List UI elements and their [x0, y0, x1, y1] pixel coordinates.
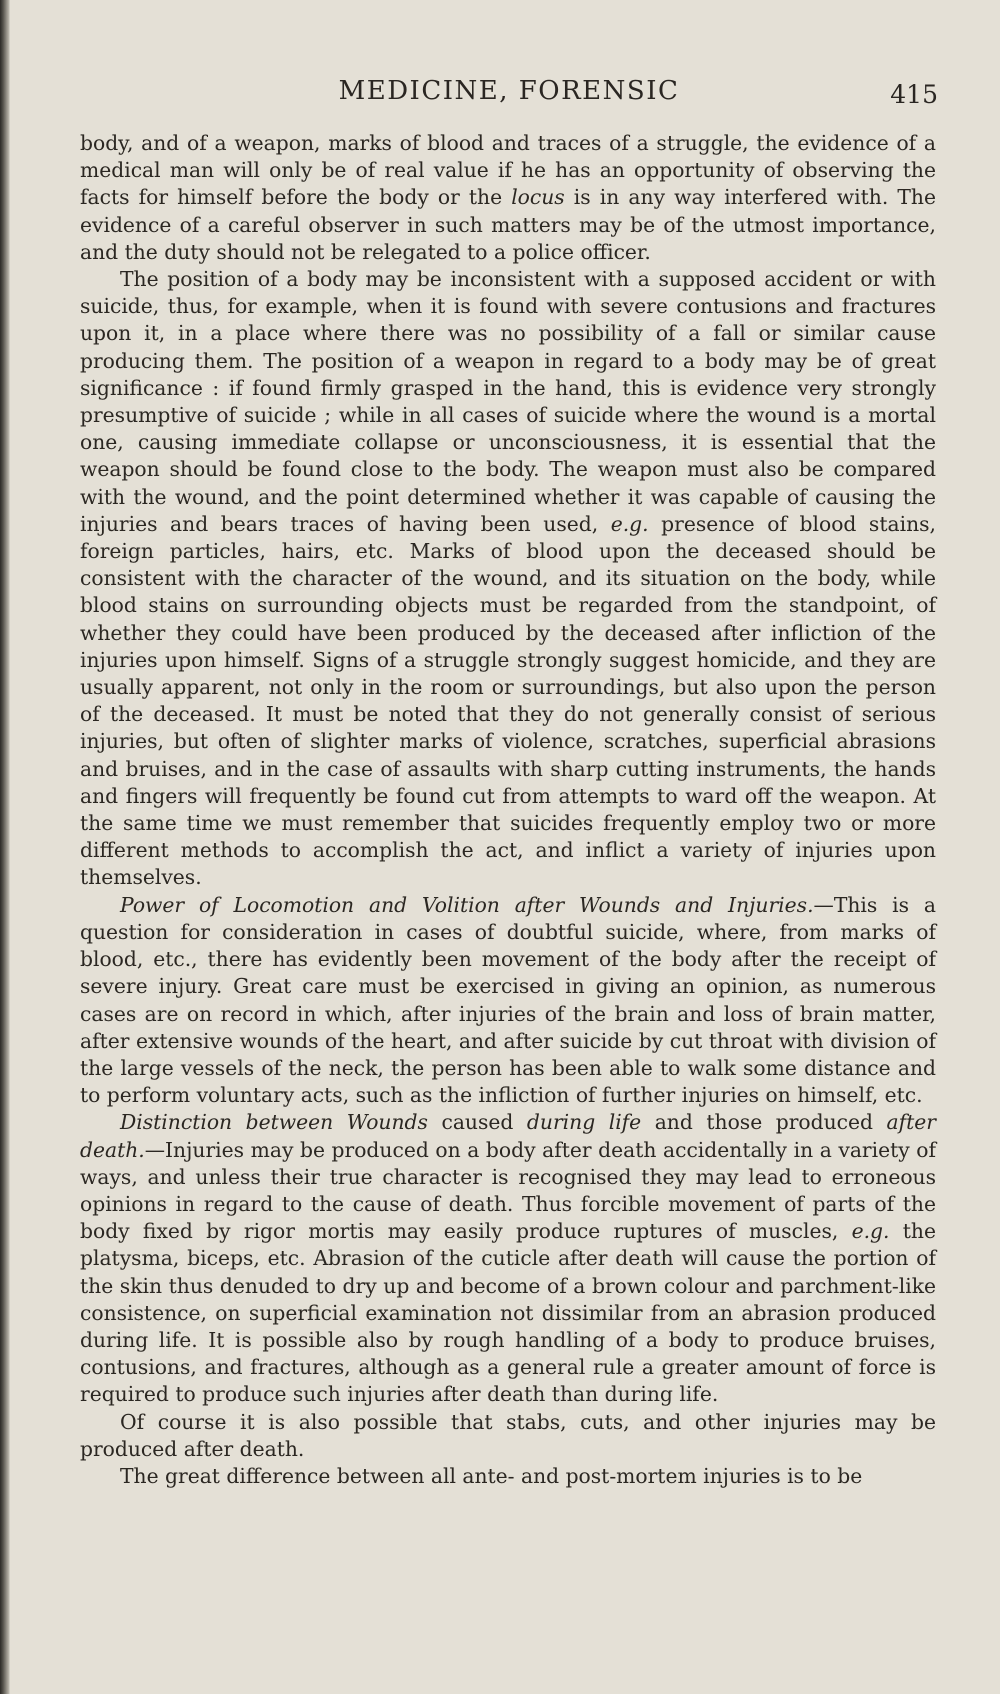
section-heading-distinction: Distinction between Wounds — [120, 1110, 428, 1135]
italic-abbrev: e.g. — [610, 511, 649, 536]
paragraph-difference — [80, 1463, 936, 1490]
text-run: The great difference between all ante- and post-mortem injuries is to be — [120, 1463, 863, 1488]
paragraph-body-position — [80, 266, 936, 892]
italic-abbrev: e.g. — [851, 1219, 890, 1244]
text-run: body, and of a weapon, marks of blood and traces of a struggle, the evidence of a medical man will only be of real value if he has an opportunity of observing the facts for himself before the body or the — [80, 131, 936, 210]
paragraph-post-mortem-stabs — [80, 1409, 936, 1463]
text-run: —Injuries may be produced on a body after death accidentally in a variety of ways, and unless their true character is recognised they may lead to erroneous opinions in regard to the cause of death. Thus forcible movement of parts of the body fixed by rigor mortis may easily produce ruptures of muscles, — [80, 1137, 936, 1244]
text-run: Of course it is also possible that stabs, cuts, and other injuries may be produced after death. — [80, 1409, 936, 1461]
paragraph-continuation — [80, 130, 936, 266]
paragraph-locomotion — [80, 892, 936, 1110]
text-run: The position of a body may be inconsistent with a supposed accident or with suicide, thus, for example, when it is found with severe contusions and fractures upon it, in a place where there was no possibility of a fall or similar cause producing them. The position of a weapon in regard to a body may be of great significance : if found firmly grasped in the hand, this is evidence very strongly presumptive of suicide ; while in all cases of suicide where the wound is a mortal one, causing immediate collapse or unconsciousness, it is essential that the weapon should be found close to the body. The weapon must also be compared with the wound, and the point determined whether it was capable of causing the injuries and bears traces of having been used, — [80, 267, 936, 536]
text-run: presence of blood stains, foreign particles, hairs, etc. Marks of blood upon the deceased should be consistent with the character of the wound, and its situation on the body, while blood stains on surrounding objects must be regarded from the standpoint, of whether they could have been produced by the deceased after infliction of the injuries upon himself. Signs of a struggle strongly suggest homicide, and they are usually apparent, not only in the room or surroundings, but also upon the person of the deceased. It must be noted that they do not generally consist of serious injuries, but often of slighter marks of violence, scratches, superficial abrasions and bruises, and in the case of assaults with sharp cutting instruments, the hands and fingers will frequently be found cut from attempts to ward off the weapon. At the same time we must remember that suicides frequently employ two or more different methods to accomplish the act, and inflict a variety of injuries upon themselves. — [80, 511, 936, 890]
text-run: the platysma, biceps, etc. Abrasion of the cuticle after death will cause the portion of the skin thus denuded to dry up and become of a brown colour and parchment-like consistence, on superficial examination not dissimilar from an abrasion produced during life. It is possible also by rough handling of a body to produce bruises, contusions, and fractures, although as a general rule a greater amount of force is required to produce such injuries after death than during life. — [80, 1219, 936, 1407]
binding-edge — [0, 0, 10, 1694]
italic-term: during life — [526, 1110, 642, 1135]
page-header — [80, 76, 938, 116]
section-heading-locomotion: Power of Locomotion and Volition after Wounds and Injuries. — [120, 892, 814, 917]
text-run: and those produced — [641, 1110, 887, 1135]
paragraph-distinction — [80, 1109, 936, 1408]
page-number: 415 — [890, 80, 938, 109]
italic-term-locus: locus — [511, 185, 565, 210]
text-run: —This is a question for consideration in cases of doubtful suicide, where, from marks of blood, etc., there has evidently been movement of the body after the receipt of severe injury. Great care must be exercised in giving an opinion, as numerous cases are on record in which, after injuries of the brain and loss of brain matter, after extensive wounds of the heart, and after suicide by cut throat with division of the large vessels of the neck, the person has been able to walk some distance and to perform voluntary acts, such as the infliction of further injuries on himself, etc. — [80, 892, 936, 1108]
text-run: caused — [427, 1110, 527, 1135]
running-title: MEDICINE, FORENSIC — [338, 76, 680, 106]
body-text — [80, 130, 936, 1490]
italic-term: after death. — [80, 1110, 936, 1162]
text-run: is in any way interfered with. The evidence of a careful observer in such matters may be of the utmost importance, and the duty should not be relegated to a police officer. — [80, 185, 936, 264]
